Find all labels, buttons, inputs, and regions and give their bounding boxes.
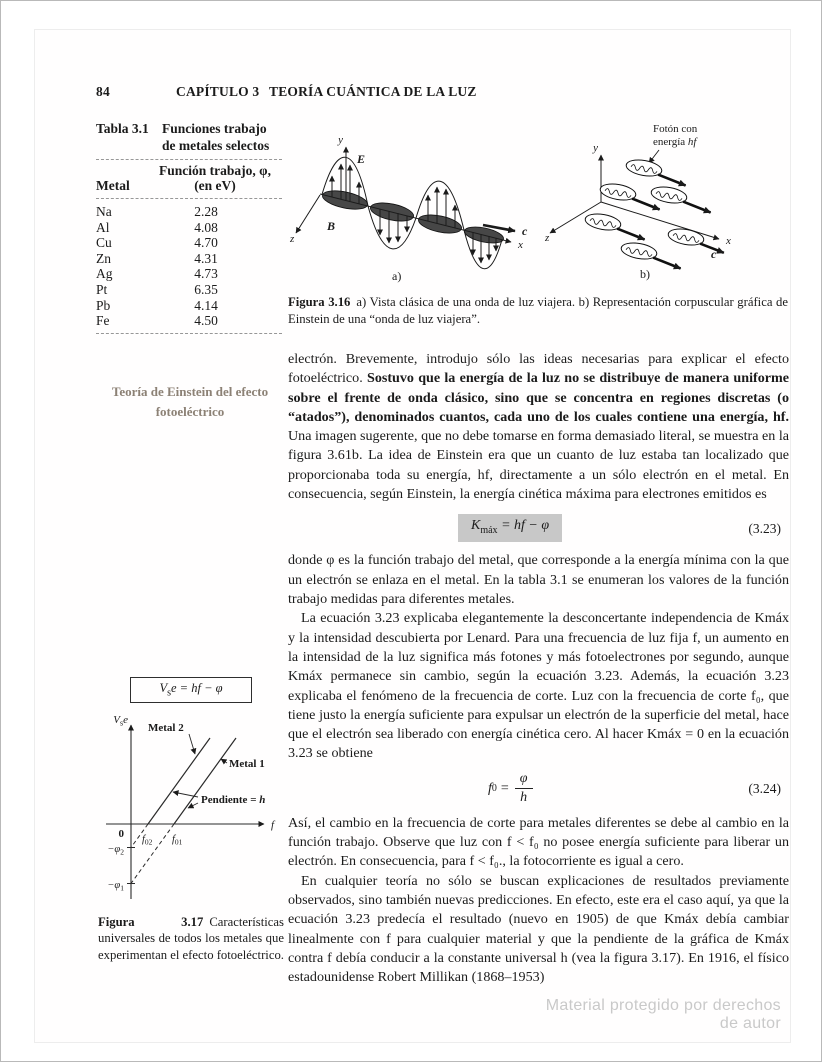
z-axis-label: z: [290, 233, 295, 245]
metal-cell: Na: [96, 204, 112, 219]
photons: [584, 157, 727, 268]
column-header-work-function: [148, 163, 282, 193]
photon-arrow: [616, 229, 646, 240]
metal-cell: Al: [96, 219, 110, 235]
metal-1-label: Metal 1: [229, 757, 265, 770]
c-label: c: [522, 224, 528, 238]
table-row: [96, 235, 282, 251]
figure-317: [98, 677, 284, 963]
table-title: Funciones trabajo de metales selectos: [162, 121, 270, 153]
boxed-equation-subscript: s: [167, 687, 171, 699]
figure-316b-photon-diagram: [543, 119, 793, 289]
page-number: 84: [96, 84, 110, 99]
phi-cell: 6.35: [194, 281, 218, 297]
equation-323: [288, 514, 789, 542]
table-rule: [96, 198, 282, 199]
paragraph-1-bold: Sostuvo que la energía de la luz no se distribuye de manera uniforme sobre el frente de onda clásico, sino que se concentra en regiones discretas (o “atados”), denominados cuantos, cada uno de los cuales contiene una energía, hf.: [288, 370, 789, 425]
photon: [667, 226, 727, 252]
slope-pointer-metal2: [173, 792, 198, 797]
b-field-label: B: [327, 219, 336, 233]
phi-cell: 4.14: [194, 297, 218, 313]
phi-cell: 4.50: [194, 313, 218, 329]
e-field-arrows: [332, 164, 496, 263]
figure-316-caption-text: a) Vista clásica de una onda de luz viajera. b) Representación corpuscular gráfica de Einstein de una “onda de luz viajera”.: [288, 295, 788, 326]
equation-323-number: (3.23): [748, 520, 781, 536]
b-field-lobes: [321, 187, 505, 246]
fraction: [515, 771, 533, 806]
equation-324-number: (3.24): [748, 780, 781, 796]
f01-label: $f_{01}$: [172, 833, 183, 846]
metal-cell: Cu: [96, 235, 112, 251]
phi1-label: $-\varphi_1$: [107, 879, 124, 892]
metal-1-line: [174, 738, 236, 824]
figure-316-caption-label: Figura 3.16: [288, 295, 351, 309]
phi-cell: 4.08: [194, 219, 218, 235]
panel-b-label: b): [640, 267, 650, 281]
photoelectric-graph: [98, 711, 284, 906]
metal-2-label: Metal 2: [148, 721, 184, 734]
annotation-pointer: [649, 150, 659, 163]
figure-316a-wave-diagram: [287, 129, 539, 289]
photon-annotation-line2: energía hf: [653, 136, 697, 148]
table-rule: [96, 333, 282, 334]
y-axis-label: y: [593, 142, 598, 154]
metal-1-pointer: [221, 759, 227, 763]
metal-cell: Pb: [96, 297, 111, 313]
equals-sign: =: [500, 780, 509, 796]
chapter-label: CAPÍTULO 3: [176, 84, 260, 99]
phi-cell: 4.70: [194, 235, 218, 251]
phi-cell: 2.28: [194, 204, 218, 219]
equation-323-expression: = hf − φ: [497, 518, 550, 534]
paragraph-3: La ecuación 3.23 explicaba elegantemente la desconcertante independencia de Kmáx y la intensidad descubierta por Lenard. Para una frecuencia de luz fija f, un aumento en la intensidad de la luz significa más fotones y más fotoelectrones por segundo, aunque Kmáx permanece sin cambio, según la ecuación 3.23. Además, la ecuación 3.23 explicaba el fenómeno de la frecuencia de corte. Luz con la frecuencia de corte f₀, que tiene justo la energía suficiente para expulsar un electrón de la superficie del metal, hace que el electrón sea liberado con energía cinética cero. Al hacer Kmáx = 0 en la ecuación 3.23 se obtiene: [288, 610, 789, 762]
table-header-row: [96, 163, 282, 193]
equation-324: [288, 771, 789, 806]
phi-cell: 4.73: [194, 266, 218, 282]
x-axis-label: x: [518, 239, 523, 251]
table-row: [96, 282, 282, 298]
table-row: [96, 313, 282, 329]
fraction-denominator: h: [520, 789, 528, 805]
metal-2-pointer: [189, 734, 195, 754]
panel-a-label: a): [392, 269, 402, 283]
slope-pointer-metal1: [188, 803, 198, 808]
work-function-table: [96, 121, 282, 334]
metal-cell: Zn: [96, 250, 111, 266]
equation-324-subscript: 0: [491, 782, 497, 794]
body-text-column: [288, 350, 789, 987]
table-row: [96, 251, 282, 267]
equation-324-expression: [488, 771, 533, 806]
y-axis-label: $V_se$: [113, 713, 128, 727]
figure-317-boxed-equation: [130, 677, 252, 703]
metal-cell: Pt: [96, 281, 108, 297]
equation-324-variable: f: [488, 780, 492, 796]
paragraph-1-normal: electrón. Brevemente, introdujo sólo las ideas necesarias para explicar el efecto fotoeléctrico.: [288, 351, 789, 387]
figure-317-caption-text: Características universales de todos los metales que experimentan el efecto fotoeléctrico.: [98, 914, 284, 962]
paragraph-1-continuation: Una imagen sugerente, que no debe tomarse en forma demasiado literal, se muestra en la figura 3.61b. La idea de Einstein era que un cuanto de luz estaba tan localizado que proporcionaba toda su energía, hf, directamente a un sólo electrón en el metal. En consecuencia, según Einstein, la energía cinética máxima para electrones emitidos es: [288, 428, 789, 503]
e-field-label: E: [357, 152, 366, 166]
table-row: [96, 220, 282, 236]
column-header-metal: Metal: [96, 178, 130, 193]
table-row: [96, 266, 282, 282]
metal-cell: Fe: [96, 313, 110, 329]
table-label: Tabla 3.1: [96, 121, 149, 136]
chapter-title: TEORÍA CUÁNTICA DE LA LUZ: [269, 84, 477, 99]
x-axis-label: x: [726, 235, 731, 247]
paragraph-2: donde φ es la función trabajo del metal, que corresponde a la energía mínima con la que un electrón se enlaza en el metal. En la tabla 3.1 se enumeran los valores de la función trabajo medidas para diferentes metales.: [288, 552, 789, 608]
table-row: [96, 298, 282, 314]
slope-label: Pendiente = h: [201, 793, 266, 806]
paragraph-5: En cualquier teoría no sólo se buscan explicaciones de resultados previamente observados, sino también nuevas predicciones. En efecto, este era el caso aquí, ya que la ecuación 3.23 predecía el resultado (nuevo en 1905) de que Kmáx debía cambiar linealmente con f para cualquier material y que la pendiente de la gráfica de Kmáx contra f debía conducir a la constante universal h (vea la figura 3.17). En 1916, el físico estadounidense Robert Millikan (1868–1953): [288, 872, 789, 986]
metal-2-line: [148, 738, 210, 824]
f02-label: $f_{02}$: [142, 833, 153, 846]
copyright-notice: Material protegido por derechos de autor: [545, 997, 781, 1032]
figure-317-caption: [98, 914, 284, 964]
boxed-equation-expression: e = hf − φ: [170, 681, 223, 695]
origin-label: 0: [118, 827, 124, 840]
paragraph-4: Así, el cambio en la frecuencia de corte para metales diferentes se debe al cambio en la función trabajo. Observe que luz con f < f₀ no posee energía suficiente para liberar un electrón. En consecuencia, para f < f₀., la fotocorriente es igual a cero.: [288, 814, 789, 870]
z-axis-label: z: [545, 232, 550, 244]
photon-arrow: [631, 199, 661, 210]
equation-323-highlight: [458, 514, 562, 542]
phi-cell: 4.31: [194, 250, 218, 266]
photon-arrow: [682, 202, 712, 213]
figure-317-caption-label: Figura 3.17: [98, 914, 204, 929]
figure-316-caption: [288, 294, 788, 327]
c-label: c: [711, 247, 717, 261]
fraction-numerator: φ: [515, 771, 533, 789]
x-axis-label: f: [271, 818, 275, 831]
photon-arrow: [657, 175, 687, 186]
metal-1-dashed-extension: [131, 824, 174, 884]
column-header-line1: Función trabajo, φ,: [159, 163, 271, 178]
running-head: [96, 84, 477, 100]
photon: [584, 211, 648, 239]
boxed-equation-variable: V: [159, 681, 168, 695]
y-axis-label: y: [338, 134, 343, 146]
metal-cell: Ag: [96, 266, 113, 282]
photon-annotation-line1: Fotón con: [653, 123, 698, 135]
phi2-label: $-\varphi_2$: [107, 843, 124, 856]
column-header-line2: (en eV): [194, 178, 236, 193]
photon-arrow: [652, 258, 682, 269]
photon: [620, 240, 684, 268]
table-rule: [96, 159, 282, 160]
margin-note: Teoría de Einstein del efecto fotoeléctrico: [111, 384, 269, 419]
equation-323-subscript: máx: [480, 525, 498, 537]
paragraph-1: [288, 350, 789, 504]
z-axis: [296, 195, 320, 233]
photon: [625, 157, 689, 185]
table-row: [96, 204, 282, 220]
equation-323-variable: K: [471, 518, 481, 534]
